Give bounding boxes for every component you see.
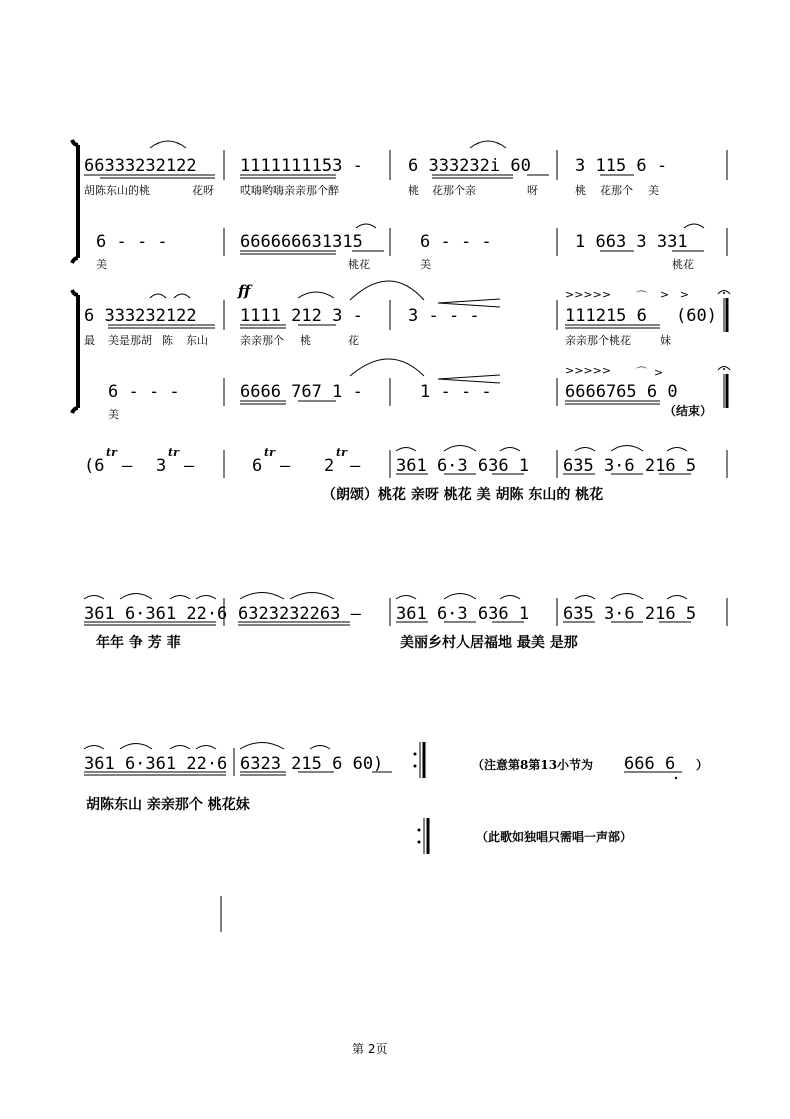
- s1-lower-m1: 6 - - -: [96, 232, 168, 252]
- interlude-dash-3: –: [280, 456, 291, 476]
- s2-lower-m2: 6666 767 1 -: [240, 382, 363, 402]
- s2-lower-m4: 6666765 6 0: [565, 382, 678, 402]
- interlude-dash-2: –: [184, 456, 195, 476]
- s2-accent-tilde: ⌒: [636, 290, 647, 303]
- interlude-dash-1: –: [122, 456, 133, 476]
- s2-lyric-9: 妹: [660, 334, 671, 347]
- page-number: 第 2页: [352, 1042, 388, 1056]
- line4-m2: 6323232263 –: [238, 604, 361, 624]
- interlude-note-1: (6: [84, 456, 105, 476]
- dynamic-ff: ff: [238, 282, 251, 300]
- remark-value: 666 6: [624, 754, 676, 774]
- interlude-lyric: （朗颂）桃花 亲呀 桃花 美 胡陈 东山的 桃花: [322, 487, 604, 503]
- s1-lower-lyric-4: 桃花: [672, 258, 694, 271]
- trill-2: tr: [168, 446, 179, 459]
- s2-upper-m4: 111215 6: [565, 306, 647, 326]
- s1-upper-m4: 3 115 6 -: [575, 156, 668, 176]
- s2-lyric-3: 陈: [162, 334, 173, 347]
- solo-remark: （此歌如独唱只需唱一声部）: [476, 830, 633, 844]
- line4-lyric-b: 美丽乡村人居福地 最美 是那: [400, 635, 578, 651]
- line4-m4: 635 3·6 216 5: [563, 604, 697, 624]
- s1-lyric-4: 桃: [408, 184, 419, 197]
- s2-lyric-5: 亲亲那个: [240, 334, 284, 347]
- s1-upper-m3: 6 333232i 60: [408, 156, 531, 176]
- s1-lower-lyric-2: 桃花: [348, 258, 370, 271]
- s1-lyric-8: 花那个: [600, 184, 633, 197]
- interlude-note-2: 3: [156, 456, 167, 476]
- s2-upper-m3: 3 - - -: [408, 306, 480, 326]
- s1-lyric-2: 花呀: [192, 184, 214, 197]
- s2-lyric-7: 花: [348, 334, 359, 347]
- s1-lyric-9: 美: [648, 184, 659, 197]
- line4-lyric-a: 年年 争 芳 菲: [96, 635, 181, 651]
- interlude-note-4: 2: [324, 456, 335, 476]
- interlude-dash-4: –: [350, 456, 361, 476]
- s1-lyric-7: 桃: [575, 184, 586, 197]
- s1-lyric-3: 哎嗨哟嗨亲亲那个醉: [240, 184, 339, 197]
- s1-lower-m3: 6 - - -: [420, 232, 492, 252]
- s2-upper-m4-end: (60): [676, 306, 717, 326]
- s1-upper-m2: 1111111153 -: [240, 156, 363, 176]
- interlude-note-3: 6: [252, 456, 263, 476]
- s2-lyric-6: 桃: [300, 334, 311, 347]
- s1-upper-m1: 66333232122: [84, 156, 197, 176]
- remark-close: ）: [696, 758, 709, 772]
- line4-m3: 361 6·3 636 1: [396, 604, 530, 624]
- s2-lower-accents: >>>>>: [565, 364, 612, 377]
- s2-lower-lyric-1: 美: [108, 408, 119, 421]
- line4-m1: 361 6·361 22·6: [84, 604, 228, 624]
- interlude-m3: 361 6·3 636 1: [396, 456, 530, 476]
- s2-lyric-8: 亲亲那个桃花: [565, 334, 631, 347]
- s2-lower-m3: 1 - - -: [420, 382, 492, 402]
- s1-lyric-6: 呀: [527, 184, 538, 197]
- s2-lyric-1: 最: [84, 334, 95, 347]
- s1-lower-m2: 666666631315: [240, 232, 363, 252]
- line5-m1: 361 6·361 22·6: [84, 754, 228, 774]
- line5-m2: 6323 215 6 60): [240, 754, 384, 774]
- trill-1: tr: [106, 446, 117, 459]
- interlude-m4: 635 3·6 216 5: [563, 456, 697, 476]
- s2-upper-m2: 1111 212 3 -: [240, 306, 363, 326]
- s1-lyric-1: 胡陈东山的桃: [84, 184, 150, 197]
- s2-accents: >>>>>: [565, 288, 612, 301]
- trill-4: tr: [336, 446, 347, 459]
- s1-lower-m4: 1 663 3 331: [575, 232, 688, 252]
- line5-lyric: 胡陈东山 亲亲那个 桃花妹: [86, 797, 250, 813]
- s2-lower-accent-tilde: ⌒ >: [636, 366, 664, 379]
- s2-lyric-4: 东山: [186, 334, 208, 347]
- s2-lower-m1: 6 - - -: [108, 382, 180, 402]
- s1-lower-lyric-1: 美: [96, 258, 107, 271]
- s2-lyric-2: 美是那胡: [108, 334, 152, 347]
- remark-text: （注意第8第13小节为: [472, 758, 594, 772]
- s2-upper-m1: 6 333232122: [84, 306, 197, 326]
- s1-lower-lyric-3: 美: [420, 258, 431, 271]
- s2-accent-2: > >: [660, 288, 689, 301]
- end-label: （结束）: [664, 404, 713, 418]
- s1-lyric-5: 花那个亲: [432, 184, 476, 197]
- trill-3: tr: [264, 446, 275, 459]
